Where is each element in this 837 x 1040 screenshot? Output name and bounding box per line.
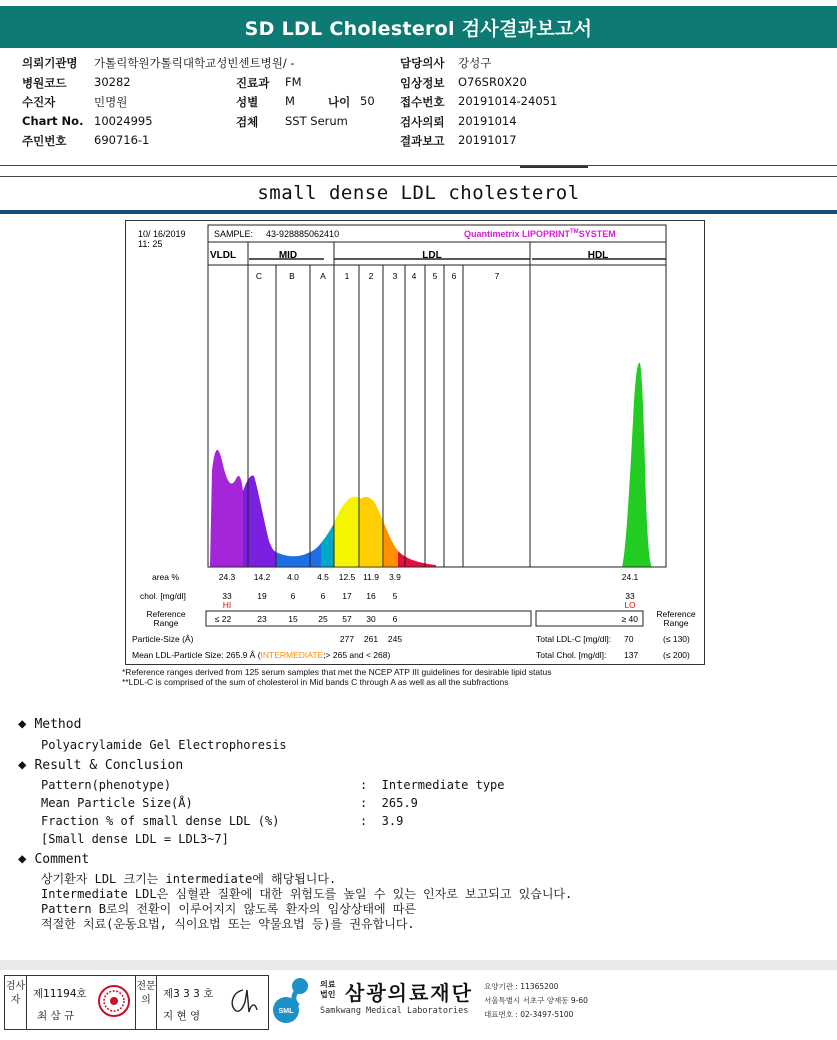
band-label-b: B <box>289 271 295 281</box>
divider <box>0 165 837 166</box>
pattern-label: Pattern(phenotype) <box>41 778 172 792</box>
flag-lo: LO <box>624 600 636 610</box>
area-hdl: 24.1 <box>621 572 639 582</box>
examiner-label: 검사자 <box>5 976 27 1029</box>
band-label-3: 3 <box>392 271 398 281</box>
chol-vldl: 33 <box>222 591 232 601</box>
chol-ldl2: 16 <box>366 591 376 601</box>
institution-value: 가톨릭학원가톨릭대학교성빈센트병원/ - <box>94 56 295 70</box>
mean-size-value: : 265.9 <box>360 796 418 810</box>
vldl-peak <box>210 450 243 567</box>
ref-a: 25 <box>318 614 328 624</box>
diamond-bullet-icon: ◆ <box>18 757 27 773</box>
doctor-label: 담당의사 <box>400 56 445 70</box>
total-ldl-value: 70 <box>624 634 634 644</box>
ref-label-1: Reference <box>146 609 186 619</box>
ldl2-area <box>360 497 384 567</box>
patient-value: 민명원 <box>94 95 128 109</box>
ref-b: 15 <box>288 614 298 624</box>
footnote-2: **LDL-C is comprised of the sum of cholesterol in Mid bands C through A as well as all the subfractions <box>122 677 509 687</box>
clinical-label: 임상정보 <box>400 75 445 90</box>
particle-size-label: Particle-Size (Å) <box>132 634 194 644</box>
chol-a: 6 <box>320 591 326 601</box>
fraction-value: : 3.9 <box>360 814 404 828</box>
total-ldl-label: Total LDL-C [mg/dl]: <box>536 634 612 644</box>
total-ldl-ref: (≤ 130) <box>663 634 690 644</box>
svg-text:SML: SML <box>278 1008 294 1015</box>
section-divider <box>0 210 837 214</box>
total-chol-label: Total Chol. [mg/dl]: <box>536 650 607 660</box>
chart-time: 11: 25 <box>138 239 163 249</box>
divider <box>0 176 837 177</box>
org-type-tag: 의료 법인 <box>320 980 336 999</box>
comment-line-3: Pattern B로의 전환이 이루어지지 않도록 환자의 임상상태에 따른 <box>41 902 416 916</box>
specialist-label: 전문의 <box>135 976 157 1029</box>
group-mid: MID <box>278 250 298 261</box>
band-label-c: C <box>255 271 263 281</box>
flag-hi: HI <box>222 600 232 610</box>
sdldl-definition: [Small dense LDL = LDL3~7] <box>41 832 229 846</box>
fraction-label: Fraction % of small dense LDL (%) <box>41 814 280 828</box>
ldl4-area <box>398 551 436 567</box>
area-label: area % <box>152 572 179 582</box>
band-label-1: 1 <box>344 271 350 281</box>
chol-label: chol. [mg/dl] <box>140 591 186 601</box>
ps-ldl3: 245 <box>387 634 403 644</box>
age-value: 50 <box>360 94 375 108</box>
area-ldl2: 11.9 <box>363 572 379 582</box>
brand-name: Quantimetrix LIPOPRINT™SYSTEM <box>464 229 616 239</box>
org-name: 삼광의료재단 <box>345 981 473 1005</box>
band-label-6: 6 <box>451 271 457 281</box>
report-date-value: 20191017 <box>458 133 517 147</box>
doctor-value: 강성구 <box>458 56 492 70</box>
hospital-code-label: 병원코드 <box>22 75 67 90</box>
signature-box <box>4 975 269 1030</box>
band-label-4: 4 <box>411 271 417 281</box>
band-separators <box>248 242 666 567</box>
sample-label: SAMPLE: <box>214 229 254 239</box>
footer-band <box>0 960 837 970</box>
ps-ldl1: 277 <box>339 634 355 644</box>
comment-line-1: 상기환자 LDL 크기는 intermediate에 해당됩니다. <box>41 872 337 886</box>
area-ldl3: 3.9 <box>389 572 401 582</box>
comment-heading: ◆ Comment <box>18 851 90 867</box>
sml-logo-icon <box>272 976 318 1024</box>
ref-label-2: Range <box>153 618 179 628</box>
result-heading: ◆ Result & Conclusion <box>18 757 184 773</box>
request-label: 검사의뢰 <box>400 114 445 129</box>
ref-ldl1: 57 <box>342 614 352 624</box>
signature-icon <box>223 984 263 1020</box>
specimen-label: 검체 <box>236 114 259 129</box>
patient-label: 수진자 <box>22 95 56 109</box>
ref-ldl3: 6 <box>392 614 398 624</box>
band-label-2: 2 <box>368 271 374 281</box>
ref-label-right-2: Range <box>663 618 689 628</box>
ref-ldl2: 30 <box>366 614 376 624</box>
method-text: Polyacrylamide Gel Electrophoresis <box>41 738 287 752</box>
mid-b-area <box>276 543 321 567</box>
sample-value: 43-928885062410 <box>266 229 340 239</box>
org-address: 서울특별시 서초구 양재동 9-60 <box>484 996 588 1005</box>
clinical-value: O76SR0X20 <box>458 74 527 89</box>
report-title: SD LDL Cholesterol 검사결과보고서 <box>0 6 837 48</box>
reception-value: 20191014-24051 <box>458 94 558 108</box>
group-hdl: HDL <box>587 250 609 261</box>
area-b: 4.0 <box>287 572 299 582</box>
age-label: 나이 <box>328 95 351 109</box>
mean-particle-label: Mean LDL-Particle Size: 265.9 Å (INTERMEDIATE;> 265 and < 268) <box>132 650 391 660</box>
examiner-seal-icon <box>97 984 131 1018</box>
examiner-name: 최 삼 규 <box>37 1010 75 1022</box>
ref-label-right-1: Reference <box>656 609 696 619</box>
report-date-label: 결과보고 <box>400 134 445 148</box>
plot-border <box>208 242 666 567</box>
group-vldl: VLDL <box>210 250 237 261</box>
band-label-5: 5 <box>432 271 438 281</box>
rrn-label: 주민번호 <box>22 134 67 148</box>
area-a: 4.5 <box>317 572 329 582</box>
hdl-peak <box>622 363 652 567</box>
chart-no-label: Chart No. <box>22 113 84 128</box>
divider-mark <box>520 166 588 172</box>
chart-date: 10/ 16/2019 <box>138 229 186 239</box>
area-vldl: 24.3 <box>218 572 236 582</box>
institution-label: 의뢰기관명 <box>22 56 78 70</box>
ref-vldl: ≤ 22 <box>214 614 232 624</box>
lipoprint-svg <box>126 221 706 666</box>
chol-ldl3: 5 <box>392 591 398 601</box>
data-table <box>132 572 696 660</box>
comment-line-2: Intermediate LDL은 심혈관 질환에 대한 위험도를 높일 수 있는 인자로 보고되고 있습니다. <box>41 887 573 901</box>
request-value: 20191014 <box>458 113 517 128</box>
org-phone: 대표번호 : 02-3497-5100 <box>484 1010 574 1019</box>
pattern-value: : Intermediate type <box>360 778 505 792</box>
ps-ldl2: 261 <box>363 634 379 644</box>
chol-c: 19 <box>257 591 267 601</box>
specialist-name: 지 현 영 <box>163 1010 201 1022</box>
total-chol-value: 137 <box>624 650 639 660</box>
band-label-7: 7 <box>494 271 500 281</box>
specialist-license: 제3 3 3 호 <box>163 988 214 1000</box>
diamond-bullet-icon: ◆ <box>18 851 27 867</box>
sex-label: 성별 <box>236 95 259 109</box>
dept-label: 진료과 <box>236 75 270 90</box>
org-name-en: Samkwang Medical Laboratories <box>320 1006 469 1016</box>
examiner-license: 제11194호 <box>33 988 87 1000</box>
chol-b: 6 <box>290 591 296 601</box>
area-ldl1: 12.5 <box>338 572 356 582</box>
chart-no-value: 10024995 <box>94 113 153 128</box>
chol-hdl: 33 <box>625 591 635 601</box>
org-code: 요양기관 : 11365200 <box>484 982 559 991</box>
hospital-code-value: 30282 <box>94 74 131 89</box>
group-ldl: LDL <box>422 250 442 261</box>
reception-label: 접수번호 <box>400 95 445 109</box>
total-chol-ref: (≤ 200) <box>663 650 690 660</box>
curve-fills <box>208 363 666 567</box>
ldl3-area <box>384 523 398 567</box>
dept-value: FM <box>285 74 302 89</box>
comment-line-4: 적절한 치료(운동요법, 식이요법 또는 약물요법 등)를 권유합니다. <box>41 917 415 931</box>
ref-c: 23 <box>257 614 267 624</box>
band-label-a: A <box>320 271 326 281</box>
area-c: 14.2 <box>253 572 271 582</box>
rrn-value: 690716-1 <box>94 133 150 147</box>
method-heading: ◆ Method <box>18 716 82 732</box>
specimen-value: SST Serum <box>285 113 348 128</box>
lipoprint-chart <box>125 220 705 665</box>
diamond-bullet-icon: ◆ <box>18 716 27 732</box>
footnote-1: *Reference ranges derived from 125 serum samples that met the NCEP ATP III guidelines for desirable lipid status <box>122 667 552 677</box>
sex-value: M <box>285 94 295 108</box>
section-title: small dense LDL cholesterol <box>257 182 580 204</box>
mean-size-label: Mean Particle Size(Å) <box>41 796 193 810</box>
chol-ldl1: 17 <box>342 591 352 601</box>
ldl1-area <box>334 497 360 567</box>
patient-info <box>22 55 822 153</box>
mid-a-area <box>321 523 334 567</box>
ref-hdl: ≥ 40 <box>621 614 638 624</box>
